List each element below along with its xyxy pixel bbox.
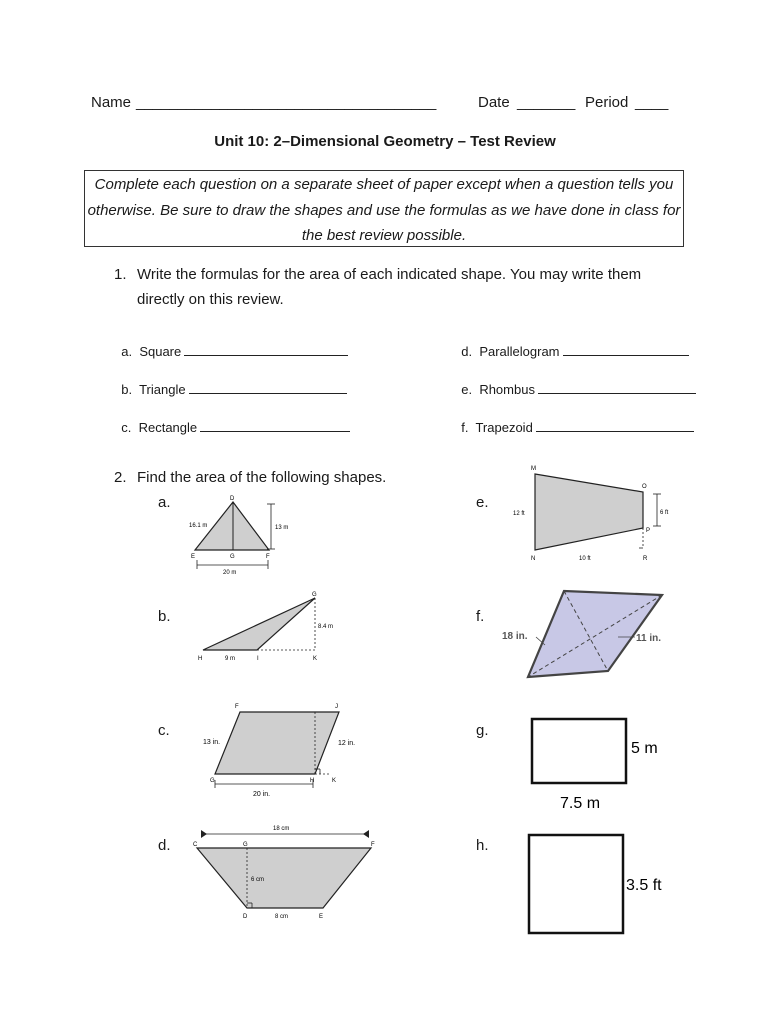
figure-h-square	[526, 832, 676, 936]
date-label: Date	[478, 94, 510, 111]
formula-item-square: a. Square	[114, 328, 348, 359]
svg-text:F: F	[371, 842, 375, 848]
figure-g-rectangle	[528, 716, 668, 814]
svg-text:E: E	[191, 554, 196, 560]
svg-text:8 cm: 8 cm	[275, 914, 289, 920]
svg-text:G: G	[312, 592, 317, 598]
label-f: f.	[476, 608, 485, 625]
svg-text:I: I	[257, 656, 259, 662]
svg-text:20 in.: 20 in.	[253, 791, 271, 798]
formula-item-rhombus: e. Rhombus	[454, 366, 696, 397]
svg-text:6 cm: 6 cm	[251, 877, 265, 883]
question-2-text: Find the area of the following shapes.	[137, 469, 387, 486]
figure-d-trapezoid	[185, 820, 385, 924]
svg-text:G: G	[210, 778, 215, 784]
period-blank: ____	[635, 94, 669, 111]
page-title: Unit 10: 2–Dimensional Geometry – Test Review	[214, 133, 556, 150]
figure-b-triangle	[195, 588, 335, 666]
label-d: d.	[158, 837, 171, 854]
svg-text:8.4 m: 8.4 m	[318, 624, 334, 630]
svg-text:18 cm: 18 cm	[273, 826, 290, 832]
svg-text:P: P	[646, 528, 651, 534]
question-2-number: 2.	[114, 469, 127, 486]
svg-text:16.1 m: 16.1 m	[189, 523, 208, 529]
figure-f-rhombus	[500, 585, 670, 685]
svg-text:G: G	[230, 554, 235, 560]
svg-text:F: F	[235, 704, 239, 710]
figure-a-triangle	[185, 492, 300, 577]
svg-text:3.5 ft: 3.5 ft	[626, 877, 662, 894]
date-blank: _______	[517, 94, 576, 111]
svg-text:D: D	[230, 496, 235, 502]
svg-text:F: F	[266, 554, 270, 560]
question-1-number: 1.	[114, 266, 127, 283]
formula-item-trapezoid: f. Trapezoid	[454, 404, 694, 435]
svg-text:C: C	[193, 842, 198, 848]
svg-text:M: M	[531, 466, 536, 472]
question-1-text: Write the formulas for the area of each indicated shape. You may write them directly on this review.	[137, 266, 642, 308]
svg-text:10 ft: 10 ft	[579, 556, 591, 562]
formula-item-triangle: b. Triangle	[114, 366, 347, 397]
svg-text:5 m: 5 m	[631, 740, 658, 757]
svg-text:20 m: 20 m	[223, 570, 237, 576]
label-a: a.	[158, 494, 171, 511]
name-label: Name	[91, 94, 132, 111]
question-1	[114, 262, 674, 312]
question-2	[114, 465, 514, 490]
period-label: Period	[585, 94, 629, 111]
svg-text:K: K	[332, 778, 337, 784]
svg-text:R: R	[643, 556, 648, 562]
svg-text:K: K	[313, 656, 318, 662]
svg-text:12 ft: 12 ft	[513, 511, 525, 517]
instructions-box: Complete each question on a separate sheet of paper except when a question tells you otherwise. Be sure to draw the shapes and use the formulas as we have done in class for the best review possible.	[84, 170, 684, 247]
label-e: e.	[476, 494, 489, 511]
label-h: h.	[476, 837, 489, 854]
svg-text:G: G	[243, 842, 248, 848]
svg-text:6 ft: 6 ft	[660, 510, 669, 516]
svg-text:18 in.: 18 in.	[502, 631, 528, 642]
svg-text:H: H	[198, 656, 203, 662]
svg-text:O: O	[642, 484, 647, 490]
svg-text:13 m: 13 m	[275, 525, 289, 531]
formula-item-parallelogram: d. Parallelogram	[454, 328, 689, 359]
label-c: c.	[158, 722, 170, 739]
figure-c-parallelogram	[195, 698, 365, 798]
svg-text:N: N	[531, 556, 536, 562]
svg-text:12 in.: 12 in.	[338, 740, 356, 747]
svg-text:7.5 m: 7.5 m	[560, 795, 601, 812]
svg-text:D: D	[243, 914, 248, 920]
svg-text:J: J	[335, 704, 338, 710]
svg-text:13 in.: 13 in.	[203, 739, 221, 746]
figure-e-trapezoid	[505, 460, 685, 568]
svg-text:H: H	[310, 778, 315, 784]
formula-item-rectangle: c. Rectangle	[114, 404, 350, 435]
svg-text:11 in.: 11 in.	[636, 633, 662, 644]
svg-text:E: E	[319, 914, 324, 920]
label-b: b.	[158, 608, 171, 625]
name-blank: ____________________________________	[136, 94, 437, 111]
svg-text:9 m: 9 m	[225, 656, 236, 662]
label-g: g.	[476, 722, 489, 739]
